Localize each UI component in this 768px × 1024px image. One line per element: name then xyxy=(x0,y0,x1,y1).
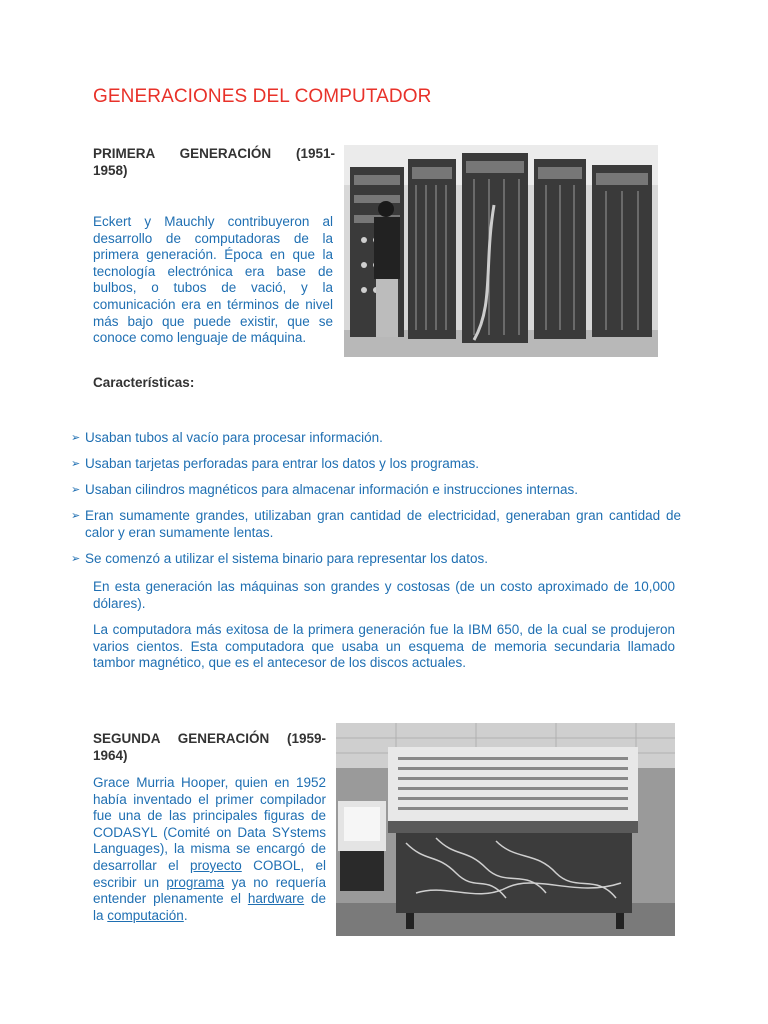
arrowhead-bullet-icon: ➢ xyxy=(71,552,81,565)
arrowhead-bullet-icon: ➢ xyxy=(71,432,81,444)
link-programa[interactable]: programa xyxy=(166,874,225,890)
list-item: ➢ Usaban cilindros magnéticos para almacenar información e instrucciones internas. xyxy=(71,482,578,498)
first-generation-photo xyxy=(344,145,658,357)
list-item: ➢ Usaban tarjetas perforadas para entrar los datos y los programas. xyxy=(71,456,479,472)
link-computacion[interactable]: computación xyxy=(107,907,184,923)
features-list xyxy=(71,430,681,577)
link-proyecto[interactable]: proyecto xyxy=(189,857,242,873)
first-heading-line2: 1958) xyxy=(93,163,128,178)
arrowhead-bullet-icon: ➢ xyxy=(71,510,81,523)
first-generation-heading xyxy=(93,145,335,179)
arrowhead-bullet-icon: ➢ xyxy=(71,484,81,497)
link-hardware[interactable]: hardware xyxy=(247,891,305,907)
second-heading-line2: 1964) xyxy=(93,748,128,763)
second-generation-text: Grace Murria Hooper, quien en 1952 había inventado el primer compilador fue una de las principales figuras de CODASYL (Comité on Data SYstems Languages), la misma se encargó de desarrollar el proyecto COBOL, el escribir un programa ya no requería entender plenamente el hardware de la computación. xyxy=(93,775,326,923)
second-heading-line1: SEGUNDA GENERACIÓN (1959- xyxy=(93,731,326,746)
second-generation-heading xyxy=(93,730,326,764)
first-heading-line1: PRIMERA GENERACIÓN (1951- xyxy=(93,146,335,161)
first-generation-intro: Eckert y Mauchly contribuyeron al desarrollo de computadoras de la primera generación. Época en que la tecnología electrónica era base de bulbos, o tubos de vació, y la comunicación era en términos de nivel más bajo que puede existir, que se conoce como lenguaje de máquina. xyxy=(93,214,333,346)
list-item: ➢ Eran sumamente grandes, utilizaban gran cantidad de electricidad, generaban gran cantidad de calor y eran sumamente lentas. xyxy=(71,508,681,540)
ibm650-paragraph: La computadora más exitosa de la primera generación fue la IBM 650, de la cual se produjeron varios cientos. Esta computadora que usaba un esquema de memoria secundaria llamado tambor magnético, que es el antecesor de los discos actuales. xyxy=(93,622,675,671)
page-title: GENERACIONES DEL COMPUTADOR xyxy=(93,86,432,107)
cost-paragraph: En esta generación las máquinas son grandes y costosas (de un costo aproximado de 10,000 dólares). xyxy=(93,579,675,611)
list-item: ➢ Se comenzó a utilizar el sistema binario para representar los datos. xyxy=(71,550,488,566)
features-heading: Características: xyxy=(93,375,195,390)
second-generation-photo xyxy=(336,723,675,936)
arrowhead-bullet-icon: ➢ xyxy=(71,458,81,471)
list-item: ➢ Usaban tubos al vacío para procesar información. xyxy=(71,430,383,445)
